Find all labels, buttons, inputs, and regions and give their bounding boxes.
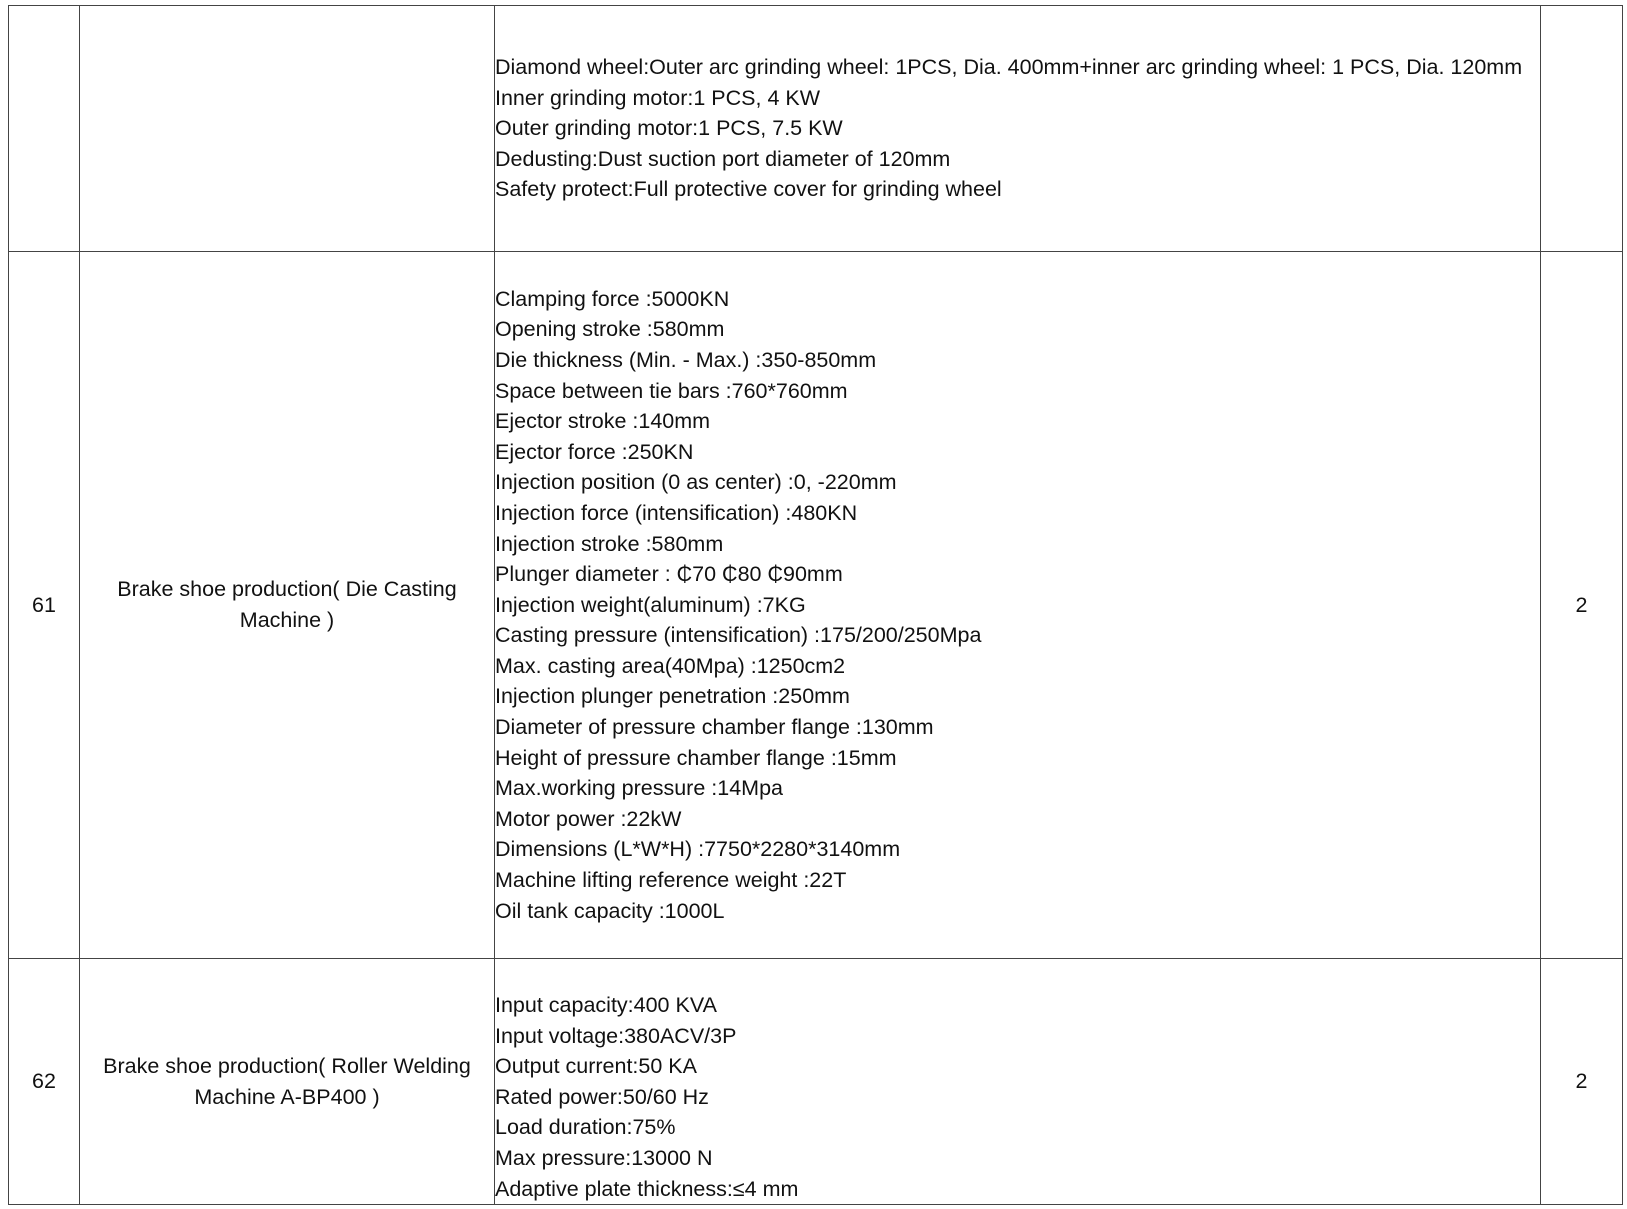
spec-line: Die thickness (Min. - Max.) :350-850mm	[495, 347, 877, 372]
spec-line: Casting pressure (intensification) :175/200/250Mpa	[495, 623, 982, 648]
spec-line: Dedusting:Dust suction port diameter of 120mm	[495, 146, 951, 171]
item-number-cell: 61	[9, 252, 80, 959]
spec-line: Injection position (0 as center) :0, -220mm	[495, 470, 897, 495]
spec-line: Injection plunger penetration :250mm	[495, 684, 850, 709]
spec-line: Output current:50 KA	[495, 1054, 697, 1079]
spec-line: Diameter of pressure chamber flange :130mm	[495, 715, 934, 740]
spec-line: Ejector force :250KN	[495, 439, 694, 464]
spec-line: Plunger diameter : ₵70 ₵80 ₵90mm	[495, 562, 843, 587]
spec-line: Adaptive plate thickness:≤4 mm	[495, 1176, 799, 1201]
spec-line: Max.working pressure :14Mpa	[495, 776, 783, 801]
spec-line: Rated power:50/60 Hz	[495, 1084, 709, 1109]
item-name-cell: Brake shoe production( Die Casting Machine )	[80, 252, 495, 959]
spec-line: Opening stroke :580mm	[495, 317, 725, 342]
item-quantity-cell	[1541, 6, 1623, 252]
spec-line: Injection stroke :580mm	[495, 531, 724, 556]
item-name-cell	[80, 6, 495, 252]
spec-line: Input capacity:400 KVA	[495, 993, 717, 1017]
spec-line: Injection weight(aluminum) :7KG	[495, 592, 806, 617]
spec-line: Clamping force :5000KN	[495, 286, 730, 311]
spec-line: Motor power :22kW	[495, 806, 682, 831]
item-name-cell: Brake shoe production( Roller Welding Machine A-BP400 )	[80, 959, 495, 1205]
spec-line: Max pressure:13000 N	[495, 1145, 713, 1170]
item-spec-cell	[495, 6, 1541, 252]
spec-line: Height of pressure chamber flange :15mm	[495, 745, 897, 770]
spec-line: Max. casting area(40Mpa) :1250cm2	[495, 653, 846, 678]
spec-line: Ejector stroke :140mm	[495, 409, 711, 434]
spec-line: Injection force (intensification) :480KN	[495, 500, 858, 525]
item-spec-cell	[495, 959, 1541, 1205]
table-row	[9, 6, 1623, 252]
spec-line: Machine lifting reference weight :22T	[495, 868, 847, 893]
spec-line: Safety protect:Full protective cover for grinding wheel	[495, 177, 1002, 202]
spec-line: Input voltage:380ACV/3P	[495, 1023, 737, 1048]
spec-line: Space between tie bars :760*760mm	[495, 378, 848, 403]
spec-line: Inner grinding motor:1 PCS, 4 KW	[495, 85, 821, 110]
equipment-spec-table	[8, 5, 1623, 1205]
table-row	[9, 252, 1623, 959]
item-spec-cell	[495, 252, 1541, 959]
table-row	[9, 959, 1623, 1205]
spec-line: Outer grinding motor:1 PCS, 7.5 KW	[495, 116, 843, 141]
spec-line: Dimensions (L*W*H) :7750*2280*3140mm	[495, 837, 901, 862]
spec-line: Load duration:75%	[495, 1115, 676, 1140]
item-number-cell	[9, 6, 80, 252]
item-quantity-cell: 2	[1541, 959, 1623, 1205]
item-quantity-cell: 2	[1541, 252, 1623, 959]
spec-line: Oil tank capacity :1000L	[495, 898, 725, 923]
item-number-cell: 62	[9, 959, 80, 1205]
spec-line: Diamond wheel:Outer arc grinding wheel: 1PCS, Dia. 400mm+inner arc grinding wheel: 1 PCS, Dia. 120mm	[495, 55, 1523, 80]
